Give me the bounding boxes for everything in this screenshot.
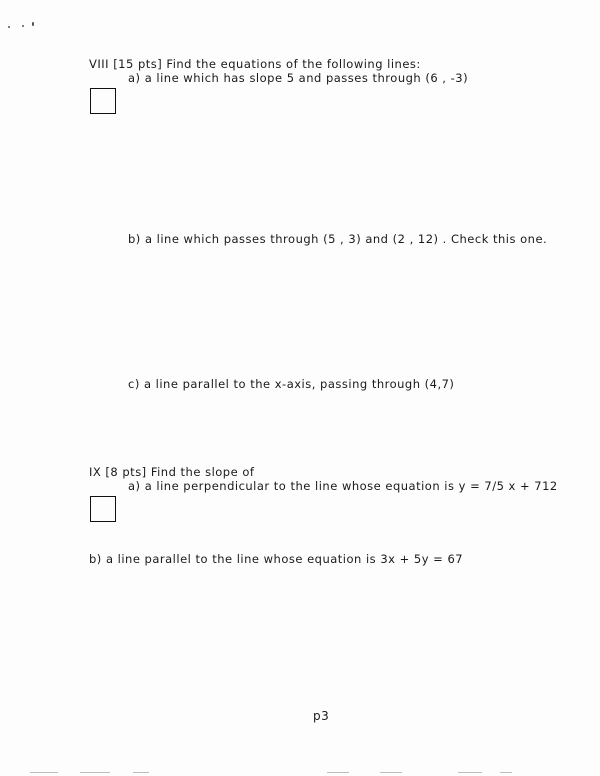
scan-mark bbox=[327, 772, 349, 773]
section-ix-part-a: a) a line perpendicular to the line whose equation is y = 7/5 x + 712 bbox=[128, 479, 558, 493]
section-viii-part-c: c) a line parallel to the x-axis, passing through (4,7) bbox=[128, 377, 455, 391]
section-viii-part-a: a) a line which has slope 5 and passes through (6 , -3) bbox=[128, 71, 469, 85]
section-ix-heading: IX [8 pts] Find the slope of bbox=[89, 465, 255, 479]
scan-mark bbox=[380, 772, 402, 773]
scan-mark bbox=[458, 772, 482, 773]
section-ix-answer-box[interactable] bbox=[90, 496, 116, 522]
page-number: p3 bbox=[313, 709, 330, 723]
section-viii-answer-box[interactable] bbox=[90, 88, 116, 114]
scan-speck bbox=[8, 26, 10, 28]
section-ix-part-b: b) a line parallel to the line whose equation is 3x + 5y = 67 bbox=[89, 552, 464, 566]
scan-mark bbox=[30, 772, 58, 773]
section-viii-part-b: b) a line which passes through (5 , 3) and (2 , 12) . Check this one. bbox=[128, 232, 548, 246]
section-viii-heading: VIII [15 pts] Find the equations of the following lines: bbox=[89, 57, 421, 71]
scan-mark bbox=[80, 772, 110, 773]
scan-speck bbox=[22, 25, 24, 27]
scan-mark bbox=[500, 772, 512, 773]
scan-speck bbox=[32, 22, 34, 26]
scan-mark bbox=[133, 772, 149, 773]
